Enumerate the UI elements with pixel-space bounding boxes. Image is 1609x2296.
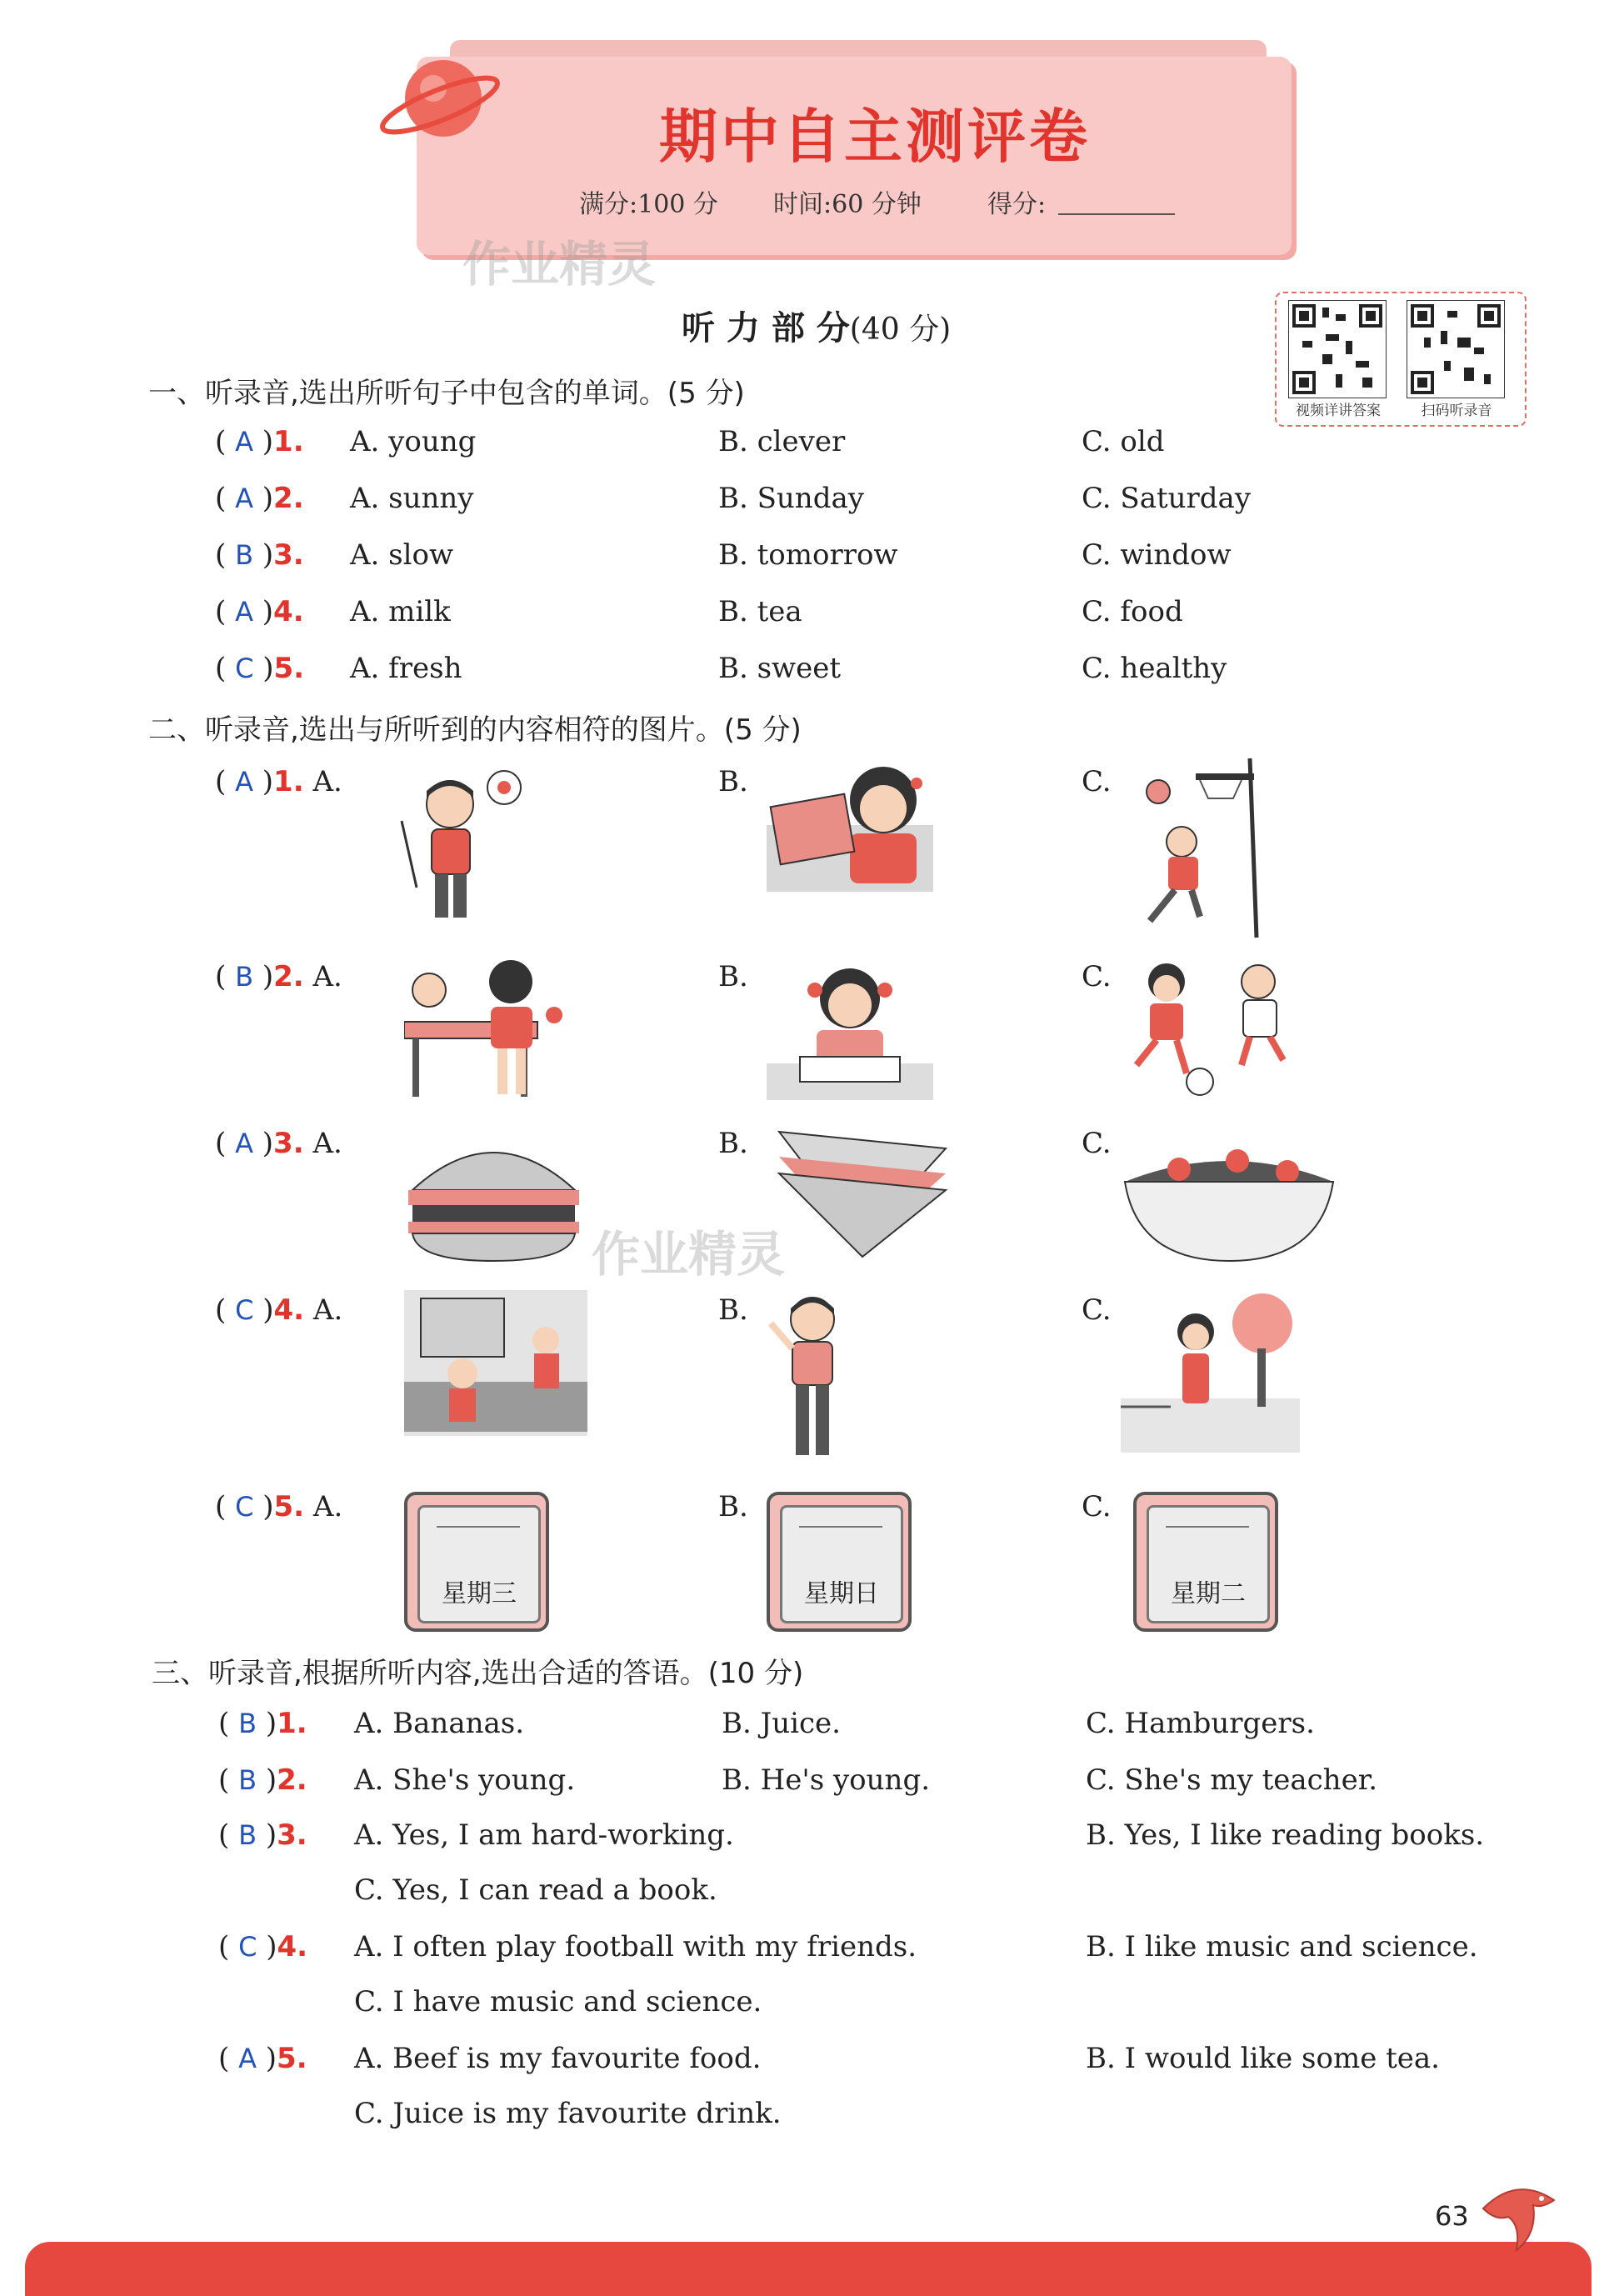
section3-heading: 三、听录音,根据所听内容,选出合适的答语。(10 分): [152, 1657, 804, 1690]
hamburger-image[interactable]: [404, 1123, 583, 1265]
page-title: 期中自主测评卷: [659, 103, 1091, 171]
option-a[interactable]: A. Beef is my favourite food.: [354, 2042, 762, 2075]
calendar-rule: [437, 1526, 520, 1528]
option-a[interactable]: A. sunny: [350, 482, 474, 515]
option-a-label: A.: [312, 1490, 343, 1523]
answer-choice[interactable]: C: [235, 653, 254, 684]
question-number: 3.: [273, 1127, 304, 1160]
option-c[interactable]: C. Hamburgers.: [1086, 1707, 1315, 1740]
question-number: 3.: [277, 1818, 307, 1852]
option-b[interactable]: B. tomorrow: [718, 538, 898, 572]
question-number: 4.: [273, 595, 304, 628]
option-b[interactable]: B. He's young.: [722, 1763, 931, 1797]
option-a[interactable]: A. fresh: [350, 652, 462, 685]
question-row: ( A )2.: [215, 482, 304, 515]
section2-heading: 二、听录音,选出与所听到的内容相符的图片。(5 分): [148, 713, 802, 747]
option-b[interactable]: B. tea: [718, 595, 802, 628]
question-row: ( C )5. A.: [215, 1490, 343, 1523]
ping-pong-image[interactable]: [404, 957, 579, 1103]
salad-image[interactable]: [1121, 1123, 1337, 1265]
option-b[interactable]: B. clever: [718, 425, 846, 458]
option-c[interactable]: C. window: [1082, 538, 1232, 572]
section-points: (40 分): [849, 313, 952, 347]
score-blank[interactable]: [1058, 213, 1175, 215]
question-number: 4.: [273, 1293, 305, 1327]
boy-basketball-image[interactable]: [1117, 758, 1267, 942]
option-c[interactable]: C. healthy: [1082, 652, 1227, 685]
option-a-label: A.: [312, 765, 342, 798]
answer-choice[interactable]: B: [238, 1708, 257, 1739]
calendar-day-label: 星期二: [1171, 1579, 1246, 1608]
boy-pointing-image[interactable]: [392, 763, 542, 929]
option-b[interactable]: B. Sunday: [718, 482, 864, 515]
question-number: 2.: [277, 1763, 307, 1797]
option-b[interactable]: B. Yes, I like reading books.: [1086, 1818, 1485, 1852]
section1-heading: 一、听录音,选出所听句子中包含的单词。(5 分): [148, 377, 745, 410]
boy-waving-image[interactable]: [762, 1290, 862, 1465]
answer-choice[interactable]: B: [238, 1819, 257, 1851]
calendar-sunday[interactable]: [767, 1492, 912, 1632]
calendar-tuesday[interactable]: [1133, 1492, 1278, 1632]
option-c-label: C.: [1082, 1127, 1112, 1160]
option-c-label: C.: [1082, 765, 1112, 798]
question-number: 2.: [273, 482, 304, 515]
calendar-page: [780, 1505, 903, 1623]
answer-choice[interactable]: C: [235, 1491, 254, 1523]
answer-choice[interactable]: A: [235, 1128, 253, 1159]
calendar-rule: [799, 1526, 882, 1528]
option-c-label: C.: [1082, 1293, 1112, 1327]
option-c[interactable]: C. Yes, I can read a book.: [354, 1873, 717, 1907]
answer-choice[interactable]: A: [235, 483, 253, 514]
qr-code-audio[interactable]: [1407, 300, 1505, 398]
answer-choice[interactable]: A: [235, 766, 253, 798]
option-b[interactable]: B. I would like some tea.: [1086, 2042, 1440, 2075]
option-a[interactable]: A. young: [350, 425, 477, 458]
boys-football-image[interactable]: [1117, 957, 1317, 1107]
calendar-page: [417, 1505, 541, 1623]
option-c-label: C.: [1082, 960, 1112, 993]
question-row: ( A )3. A.: [215, 1127, 342, 1160]
question-row: ( B )2. A.: [215, 960, 342, 993]
score-label: 得分:: [987, 190, 1047, 219]
answer-choice[interactable]: A: [235, 596, 253, 628]
question-row: ( C )5.: [215, 652, 305, 685]
option-a[interactable]: A. She's young.: [354, 1763, 576, 1797]
option-c[interactable]: C. Saturday: [1082, 482, 1252, 515]
girl-reading-image[interactable]: [767, 758, 950, 900]
question-number: 5.: [277, 2042, 307, 2075]
question-row: ( A )5.: [218, 2042, 307, 2075]
answer-choice[interactable]: B: [238, 1764, 257, 1796]
question-row: ( B )3.: [218, 1818, 307, 1852]
section-title-text: 听 力 部 分: [682, 309, 850, 348]
option-a-label: A.: [312, 960, 342, 993]
option-b-label: B.: [718, 1293, 748, 1327]
qr-code-video[interactable]: [1288, 300, 1387, 398]
option-b-label: B.: [718, 1127, 748, 1160]
question-number: 1.: [273, 425, 304, 458]
sandwich-image[interactable]: [762, 1123, 954, 1265]
option-b-label: B.: [718, 1490, 748, 1523]
question-number: 2.: [273, 960, 304, 993]
section-title: [682, 302, 951, 349]
question-row: ( A )4.: [215, 595, 304, 628]
girl-writing-image[interactable]: [767, 957, 942, 1103]
page-number: 63: [1435, 2200, 1469, 2232]
question-row: ( C )4. A.: [215, 1293, 343, 1327]
option-b-label: B.: [718, 960, 748, 993]
option-c[interactable]: C. She's my teacher.: [1086, 1763, 1378, 1797]
question-row: ( C )4.: [218, 1930, 308, 1963]
question-row: ( B )2.: [218, 1763, 307, 1797]
answer-choice[interactable]: A: [235, 426, 253, 458]
question-row: ( A )1.: [215, 425, 304, 458]
calendar-page: [1147, 1505, 1270, 1623]
calendar-day-label: 星期日: [804, 1579, 879, 1608]
option-c[interactable]: C. Juice is my favourite drink.: [354, 2097, 782, 2130]
question-number: 4.: [277, 1930, 308, 1963]
time-limit: 时间:60 分钟: [773, 190, 922, 219]
calendar-rule: [1166, 1526, 1249, 1528]
question-number: 5.: [273, 652, 305, 685]
option-a[interactable]: A. slow: [350, 538, 454, 572]
calendar-wednesday[interactable]: [404, 1492, 549, 1632]
planet-icon: [375, 40, 500, 165]
question-row: ( B )1.: [218, 1707, 307, 1740]
option-b-label: B.: [718, 765, 748, 798]
option-b[interactable]: B. Juice.: [722, 1707, 841, 1740]
kitchen-cooking-image[interactable]: [404, 1290, 587, 1436]
girl-garden-image[interactable]: [1121, 1290, 1300, 1453]
option-a-label: A.: [312, 1293, 343, 1327]
option-b[interactable]: B. sweet: [718, 652, 842, 685]
watermark: 作业精灵: [462, 236, 657, 293]
qr-label-audio: 扫码听录音: [1421, 403, 1492, 419]
answer-choice[interactable]: C: [235, 1294, 254, 1326]
answer-choice[interactable]: B: [235, 539, 254, 571]
full-score: 满分:100 分: [579, 190, 718, 219]
qr-panel: [1275, 292, 1527, 427]
option-c[interactable]: C. old: [1082, 425, 1165, 458]
question-number: 1.: [273, 765, 304, 798]
answer-choice[interactable]: B: [235, 961, 254, 993]
option-a[interactable]: A. I often play football with my friends.: [354, 1930, 917, 1963]
option-a[interactable]: A. Yes, I am hard-working.: [354, 1818, 734, 1852]
question-number: 1.: [277, 1707, 307, 1740]
option-c[interactable]: C. food: [1082, 595, 1183, 628]
qr-label-video: 视频详讲答案: [1296, 403, 1381, 419]
calendar-day-label: 星期三: [442, 1579, 517, 1608]
answer-choice[interactable]: A: [238, 2043, 257, 2074]
option-a[interactable]: A. Bananas.: [354, 1707, 525, 1740]
question-number: 5.: [273, 1490, 305, 1523]
question-number: 3.: [273, 538, 304, 572]
watermark: 作业精灵: [592, 1226, 786, 1283]
option-a[interactable]: A. milk: [350, 595, 451, 628]
option-c[interactable]: C. I have music and science.: [354, 1985, 762, 2018]
answer-choice[interactable]: C: [238, 1931, 257, 1963]
option-c-label: C.: [1082, 1490, 1112, 1523]
question-row: ( B )3.: [215, 538, 304, 572]
footer-band: [25, 2242, 1592, 2296]
question-row: ( A )1. A.: [215, 765, 342, 798]
option-a-label: A.: [312, 1127, 342, 1160]
dolphin-icon: [1475, 2175, 1567, 2267]
option-b[interactable]: B. I like music and science.: [1086, 1930, 1478, 1963]
